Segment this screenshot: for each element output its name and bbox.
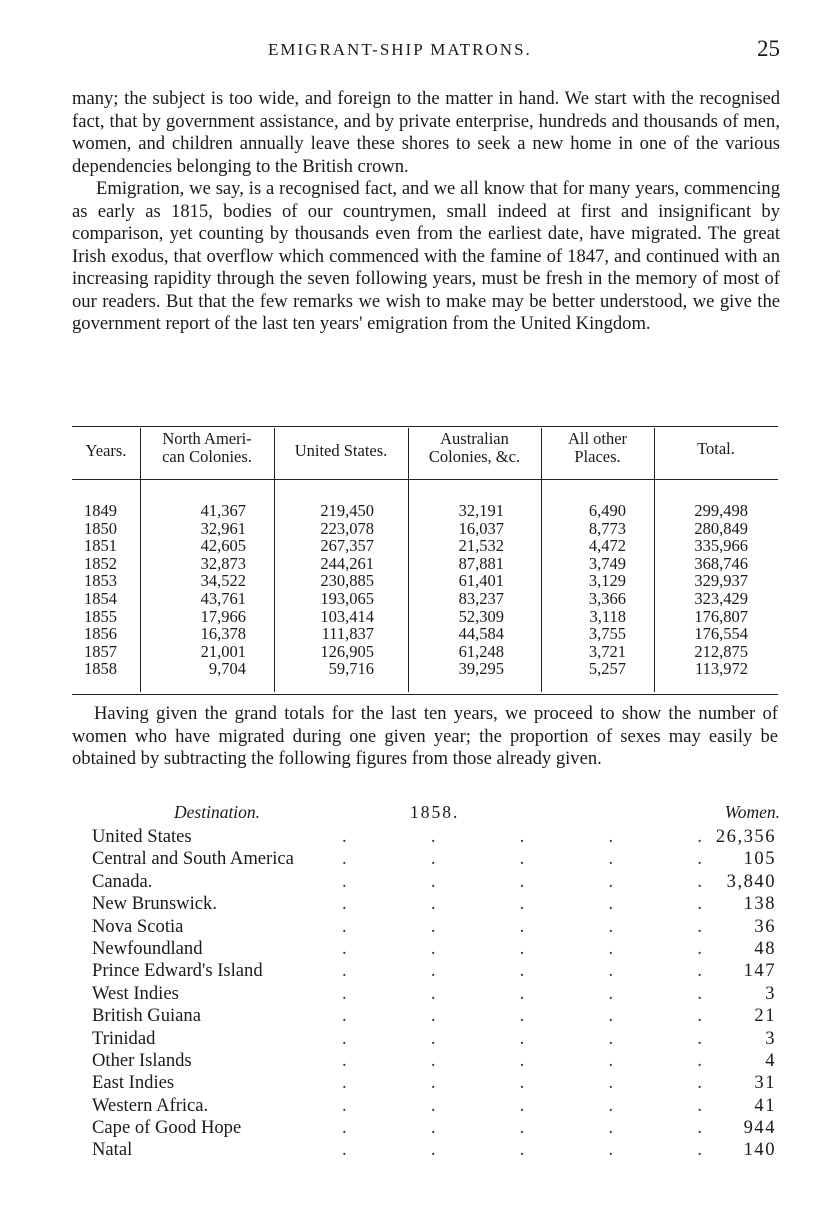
table-cell-australian: 83,237 — [458, 588, 504, 608]
table-cell-year: 1852 — [84, 553, 117, 573]
header-north-american-line2: can Colonies. — [162, 447, 252, 466]
table-cell-north-american: 32,961 — [200, 518, 246, 538]
paragraph-2: Emigration, we say, is a recognised fact, and we all know that for many years, commencing as early as 1815, bodies of our countrymen, small indeed at first and insignificant by comparison, yet counting by thousands even from the earliest date, have migrated. The great Irish exodus, that overflow which commenced with the famine of 1847, and continued with an increasing rapidity through the seven following years, must be fresh in the memory of most of our readers. But that the few remarks we wish to make may be better understood, we give the government report of the last ten years' emigration from the United Kingdom. — [72, 178, 780, 334]
list-item — [92, 983, 780, 1005]
destination-name: British Guiana — [92, 1005, 201, 1027]
women-count: 105 — [743, 848, 776, 870]
women-rows — [92, 826, 780, 1162]
women-count: 147 — [743, 960, 776, 982]
list-item — [92, 1028, 780, 1050]
header-north-american — [140, 430, 274, 466]
list-item — [92, 1139, 780, 1161]
table-cell-total: 368,746 — [694, 553, 748, 573]
table-cell-total: 212,875 — [694, 641, 748, 661]
header-women: Women. — [724, 802, 780, 822]
table-cell-australian: 39,295 — [458, 659, 504, 679]
women-count: 21 — [754, 1005, 776, 1027]
header-destination: Destination. — [174, 802, 261, 822]
table-cell-other: 5,257 — [588, 659, 626, 679]
header-total: Total. — [697, 439, 735, 458]
table-cell-australian: 32,191 — [458, 501, 504, 520]
destination-name: West Indies — [92, 982, 179, 1004]
body-text — [72, 88, 780, 336]
table-cell-year: 1856 — [84, 624, 117, 644]
leader-dots: . . . . . — [342, 1049, 702, 1071]
table-cell-north-american: 21,001 — [200, 641, 246, 661]
leader-dots: . . . . . — [342, 960, 702, 982]
table-cell-north-american: 16,378 — [200, 624, 246, 644]
destination-name: Nova Scotia — [92, 915, 184, 937]
table-cell-total: 113,972 — [694, 659, 748, 679]
women-count: 3 — [765, 1027, 776, 1049]
table-cell-north-american: 41,367 — [200, 501, 246, 520]
leader-dots: . . . . . — [342, 1005, 702, 1027]
destination-name: United States — [92, 826, 192, 847]
leader-dots: . . . . . — [342, 826, 702, 847]
column-north-american — [140, 502, 246, 678]
destination-name: East Indies — [92, 1072, 175, 1094]
table-cell-total: 323,429 — [694, 588, 748, 608]
table-cell-other: 3,749 — [588, 553, 626, 573]
table-cell-year: 1853 — [84, 571, 117, 591]
list-item — [92, 1117, 780, 1139]
column-other — [541, 502, 626, 678]
column-total — [654, 502, 748, 678]
destination-name: Trinidad — [92, 1027, 156, 1049]
page-header — [0, 36, 828, 66]
table-rule-header — [72, 479, 778, 480]
list-item — [92, 1072, 780, 1094]
leader-dots: . . . . . — [342, 1027, 702, 1049]
leader-dots: . . . . . — [342, 848, 702, 870]
table-cell-australian: 61,401 — [458, 571, 504, 591]
leader-dots: . . . . . — [342, 1117, 702, 1139]
header-other — [541, 430, 654, 466]
list-item — [92, 871, 780, 893]
destination-name: Newfoundland — [92, 937, 203, 959]
leader-dots: . . . . . — [342, 1139, 702, 1161]
table-cell-other: 6,490 — [588, 501, 626, 520]
women-count: 48 — [754, 937, 776, 959]
destination-name: Canada. — [92, 870, 153, 892]
table-cell-total: 176,807 — [694, 606, 748, 626]
women-count: 138 — [743, 893, 776, 915]
table-cell-australian: 61,248 — [458, 641, 504, 661]
table-cell-other: 4,472 — [588, 536, 626, 556]
table-cell-australian: 21,532 — [458, 536, 504, 556]
emigration-table — [72, 426, 778, 696]
column-years — [84, 502, 140, 678]
table-cell-united-states: 111,837 — [321, 624, 374, 644]
header-years: Years. — [85, 441, 127, 460]
table-cell-united-states: 219,450 — [320, 501, 374, 520]
header-australian-line1: Australian — [440, 429, 509, 448]
header-united-states: United States. — [294, 441, 388, 460]
destination-name: Prince Edward's Island — [92, 960, 263, 982]
table-cell-other: 3,118 — [589, 606, 626, 626]
table-cell-australian: 52,309 — [458, 606, 504, 626]
table-rule-top — [72, 426, 778, 427]
table-cell-other: 8,773 — [588, 518, 626, 538]
list-item — [92, 826, 780, 848]
women-table — [92, 800, 780, 1162]
table-cell-year: 1850 — [84, 518, 117, 538]
header-other-line2: Places. — [574, 447, 621, 466]
table-cell-year: 1849 — [84, 501, 117, 520]
table-cell-total: 299,498 — [694, 501, 748, 520]
page-number: 25 — [757, 36, 780, 61]
leader-dots: . . . . . — [342, 982, 702, 1004]
table-cell-north-american: 9,704 — [208, 659, 246, 679]
header-australian-line2: Colonies, &c. — [428, 447, 521, 466]
destination-name: New Brunswick. — [92, 893, 217, 915]
column-australian — [408, 502, 504, 678]
table-cell-australian: 44,584 — [458, 624, 504, 644]
paragraph-3: Having given the grand totals for the last ten years, we proceed to show the number of women who have migrated during one given year; the proportion of sexes may easily be obtained by subtracting the following figures from those already given. — [72, 703, 778, 769]
table-cell-total: 176,554 — [694, 624, 748, 644]
table-cell-total: 329,937 — [694, 571, 748, 591]
list-item — [92, 1095, 780, 1117]
women-count: 36 — [754, 915, 776, 937]
table-cell-united-states: 223,078 — [320, 518, 374, 538]
women-count: 41 — [754, 1094, 776, 1116]
women-count: 140 — [743, 1139, 776, 1161]
column-united-states — [274, 502, 374, 678]
body-text-2 — [72, 703, 778, 771]
table-cell-north-american: 43,761 — [200, 588, 246, 608]
list-item — [92, 960, 780, 982]
table-cell-united-states: 59,716 — [328, 659, 374, 679]
table-cell-total: 280,849 — [694, 518, 748, 538]
table-cell-united-states: 103,414 — [320, 606, 374, 626]
women-count: 31 — [754, 1072, 776, 1094]
table-cell-other: 3,129 — [588, 571, 626, 591]
leader-dots: . . . . . — [342, 1094, 702, 1116]
table-cell-year: 1858 — [84, 659, 117, 679]
destination-name: Cape of Good Hope — [92, 1117, 242, 1139]
table-cell-united-states: 230,885 — [320, 571, 374, 591]
women-count: 944 — [743, 1117, 776, 1139]
table-cell-australian: 87,881 — [458, 553, 504, 573]
list-item — [92, 1050, 780, 1072]
destination-name: Other Islands — [92, 1049, 192, 1071]
list-item — [92, 938, 780, 960]
list-item — [92, 916, 780, 938]
leader-dots: . . . . . — [342, 1072, 702, 1094]
destination-name: Western Africa. — [92, 1094, 209, 1116]
leader-dots: . . . . . — [342, 893, 702, 915]
women-table-header — [92, 800, 780, 826]
header-other-line1: All other — [567, 429, 628, 448]
running-title: EMIGRANT-SHIP MATRONS. — [268, 40, 532, 59]
women-count: 26,356 — [715, 826, 776, 847]
table-cell-other: 3,755 — [588, 624, 626, 644]
paragraph-1: many; the subject is too wide, and foreign to the matter in hand. We start with the recognised fact, that by government assistance, and by private enterprise, hundreds and thousands of men, women, and children annually leave these shores to seek a new home in one of the various dependencies belonging to the British crown. — [72, 88, 780, 177]
destination-name: Central and South America — [92, 848, 294, 870]
header-year: 1858. — [410, 802, 460, 822]
women-count: 3,840 — [726, 870, 776, 892]
header-australian — [408, 430, 541, 466]
header-north-american-line1: North Ameri- — [162, 429, 252, 448]
table-cell-year: 1855 — [84, 606, 117, 626]
table-cell-united-states: 244,261 — [320, 553, 374, 573]
table-cell-year: 1857 — [84, 641, 117, 661]
table-cell-united-states: 267,357 — [320, 536, 374, 556]
table-cell-north-american: 34,522 — [200, 571, 246, 591]
women-count: 3 — [765, 982, 776, 1004]
table-cell-other: 3,366 — [588, 588, 626, 608]
list-item — [92, 1005, 780, 1027]
table-cell-united-states: 126,905 — [320, 641, 374, 661]
women-count: 4 — [765, 1049, 776, 1071]
list-item — [92, 893, 780, 915]
table-cell-north-american: 42,605 — [200, 536, 246, 556]
table-rule-bottom — [72, 694, 778, 695]
table-cell-united-states: 193,065 — [320, 588, 374, 608]
table-cell-north-american: 32,873 — [200, 553, 246, 573]
leader-dots: . . . . . — [342, 915, 702, 937]
destination-name: Natal — [92, 1139, 133, 1161]
table-cell-year: 1851 — [84, 536, 117, 556]
leader-dots: . . . . . — [342, 870, 702, 892]
table-cell-other: 3,721 — [588, 641, 626, 661]
table-cell-total: 335,966 — [694, 536, 748, 556]
table-cell-australian: 16,037 — [458, 518, 504, 538]
list-item — [92, 848, 780, 870]
table-cell-north-american: 17,966 — [200, 606, 246, 626]
leader-dots: . . . . . — [342, 937, 702, 959]
table-cell-year: 1854 — [84, 588, 117, 608]
